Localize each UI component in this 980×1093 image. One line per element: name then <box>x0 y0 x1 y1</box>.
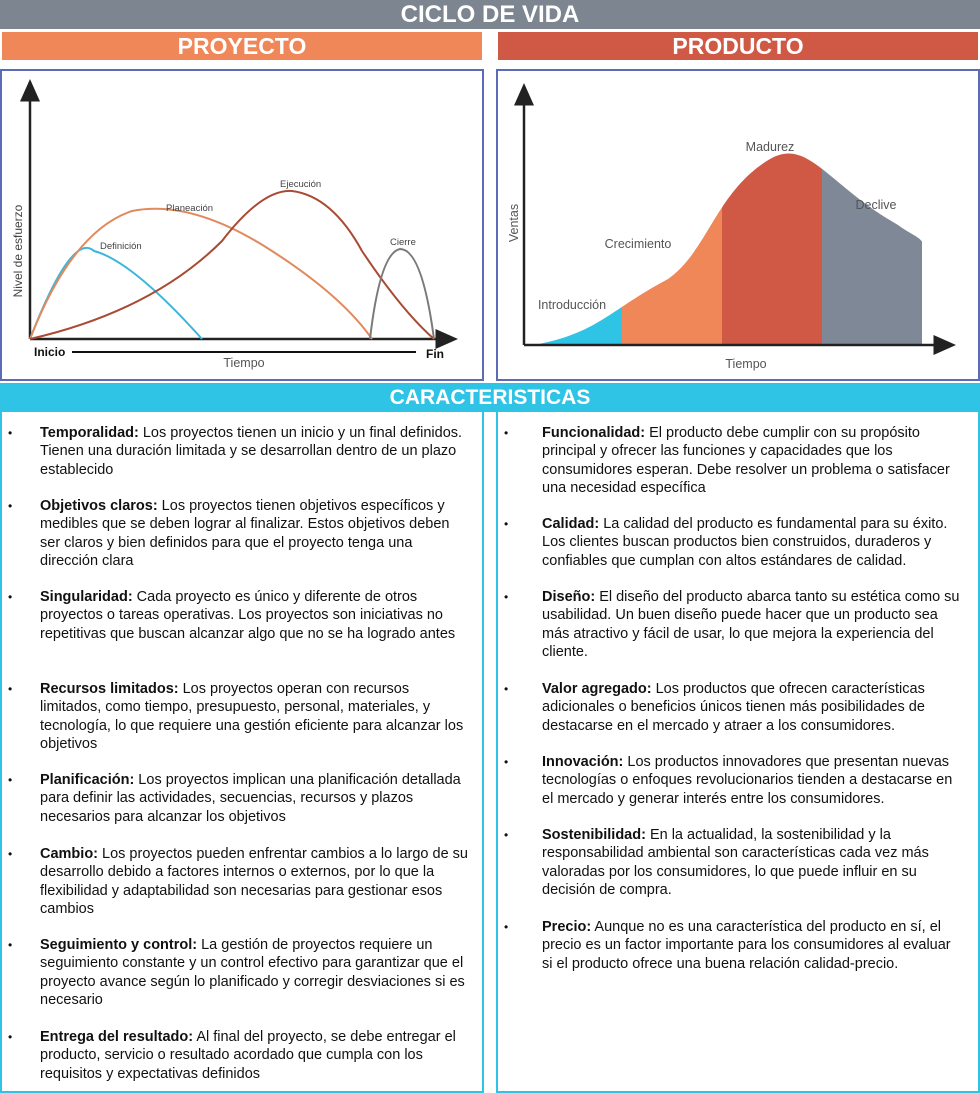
item-term: Funcionalidad: <box>542 425 646 441</box>
item-term: Seguimiento y control: <box>40 937 198 953</box>
stage-area-introduccion <box>528 111 622 351</box>
cierre-curve <box>370 249 434 339</box>
item-text: Al final del proyecto, se debe entregar el producto, servicio o resultado acordado que cumpla con los requisitos y expectativas definidos <box>40 1029 456 1082</box>
phase-label-ejecucion: Ejecución <box>280 179 322 190</box>
item-term: Innovación: <box>542 754 624 770</box>
project-lifecycle-chart <box>0 69 484 381</box>
definicion-curve <box>30 248 202 339</box>
phase-label-planeacion: Planeación <box>166 203 214 214</box>
item-text: El diseño del producto abarca tanto su estética como su usabilidad. Un buen diseño puede hacer que un producto sea más atractivo y fácil de usar, lo que mejora la experiencia del cliente. <box>542 589 960 660</box>
features-header: CARACTERISTICAS <box>0 383 980 412</box>
end-label: Fin <box>426 347 444 361</box>
item-text: Los productos innovadores que presentan nuevas tecnologías o enfoques revolucionarios tienden a destacarse en el mercado y generar interés entre los consumidores. <box>542 754 953 807</box>
x-axis-label: Tiempo <box>223 356 265 370</box>
item-text: Los proyectos operan con recursos limitados, como tiempo, presupuesto, personal, materiales, y tecnología, lo que requiere una gestión eficiente para alcanzar los objetivos <box>40 681 464 752</box>
item-text: Los productos que ofrecen características adicionales o beneficios únicos tienen más posibilidades de destacarse en el mercado y atraer a los consumidores. <box>542 681 925 734</box>
item-text: Los proyectos tienen un inicio y un final definidos. Tienen una duración limitada y se desarrollan dentro de un plazo establecido <box>40 425 463 478</box>
project-chart-svg <box>2 71 482 379</box>
item-text: Los proyectos tienen objetivos específicos y medibles que se deben lograr al finalizar. Estos objetivos deben ser claros y bien definidos para que el proyecto tenga una dirección clara <box>40 498 450 569</box>
item-text: Los proyectos pueden enfrentar cambios a lo largo de su desarrollo debido a factores internos o externos, por lo que la flexibilidad y adaptabilidad son necesarias para gestionar esos cambios <box>40 846 468 917</box>
item-term: Cambio: <box>40 846 98 862</box>
item-term: Precio: <box>542 919 592 935</box>
stage-label-crecimiento: Crecimiento <box>604 237 672 251</box>
item-text: Los proyectos implican una planificación detallada para definir las actividades, secuencias, recursos y plazos necesarios para alcanzar los objetivos <box>40 772 461 825</box>
start-label: Inicio <box>34 345 66 359</box>
planeacion-curve <box>30 209 372 339</box>
item-term: Planificación: <box>40 772 135 788</box>
item-term: Singularidad: <box>40 589 133 605</box>
stage-label-madurez: Madurez <box>745 140 795 154</box>
item-term: Diseño: <box>542 589 596 605</box>
product-lifecycle-chart <box>496 69 980 381</box>
stage-label-introduccion: Introducción <box>537 298 607 312</box>
product-chart-svg <box>498 71 978 379</box>
item-term: Recursos limitados: <box>40 681 179 697</box>
item-text: En la actualidad, la sostenibilidad y la responsabilidad ambiental son características cada vez más valoradas por los consumidores, lo que puede influir en su decisión de compra. <box>542 827 929 898</box>
item-text: La calidad del producto es fundamental para su éxito. Los clientes buscan productos bien construidos, duraderos y confiables que cumplan con altos estándares de calidad. <box>542 516 948 569</box>
project-features-panel: • Temporalidad: Los proyectos tienen un inicio y un final definidos. Tienen una duración limitada y se desarrollan dentro de un plazo establecido • Objetivos claros: Los proyectos tienen objetivos específicos y medibles que se deben lograr al finalizar. Estos objetivos deben ser claros y bien definidos para que el proyecto tenga una dirección clara • Singularidad: Cada proyecto es único y diferente de otros proyectos o tareas operativas. Los proyectos son iniciativas no repetitivas que buscan alcanzar algo que no se ha logrado antes • Recursos limitados: Los proyectos operan con recursos limitados, como tiempo, presupuesto, personal, materiales, y tecnología, lo que requiere una gestión eficiente para alcanzar los objetivos • Planificación: Los proyectos implican una planificación detallada para definir las actividades, secuencias, recursos y plazos necesarios para alcanzar los objetivos • Cambio: Los proyectos pueden enfrentar cambios a lo largo de su desarrollo debido a factores internos o externos, por lo que la flexibilidad y adaptabilidad son necesarias para gestionar esos cambios • Seguimiento y control: La gestión de proyectos requiere un seguimiento constante y un control efectivo para garantizar que el proyecto avance según lo planificado y corregir desviaciones si es necesario • Entrega del resultado: Al final del proyecto, se debe entregar el producto, servicio o resultado acordado que cumpla con los requisitos y expectativas definidos <box>0 412 484 1093</box>
page-title: CICLO DE VIDA <box>0 0 980 29</box>
item-text: La gestión de proyectos requiere un seguimiento constante y un control efectivo para garantizar que el proyecto avance según lo planificado y corregir desviaciones si es necesario <box>40 937 465 1008</box>
y-axis-label: Nivel de esfuerzo <box>11 204 25 298</box>
phase-label-cierre: Cierre <box>390 237 416 248</box>
item-term: Entrega del resultado: <box>40 1029 194 1045</box>
project-header: PROYECTO <box>2 32 482 60</box>
x-axis-label: Tiempo <box>725 357 767 371</box>
product-features-panel: • Funcionalidad: El producto debe cumplir con su propósito principal y ofrecer las funciones y capacidades que los consumidores esperan. Debe resolver un problema o satisfacer una necesidad específica • Calidad: La calidad del producto es fundamental para su éxito. Los clientes buscan productos bien construidos, duraderos y confiables que cumplan con altos estándares de calidad. • Diseño: El diseño del producto abarca tanto su estética como su usabilidad. Un buen diseño puede hacer que un producto sea más atractivo y fácil de usar, lo que mejora la experiencia del cliente. • Valor agregado: Los productos que ofrecen características adicionales o beneficios únicos tienen más posibilidades de destacarse en el mercado y atraer a los consumidores. • Innovación: Los productos innovadores que presentan nuevas tecnologías o enfoques revolucionarios tienden a destacarse en el mercado y generar interés entre los consumidores. • Sostenibilidad: En la actualidad, la sostenibilidad y la responsabilidad ambiental son características cada vez más valoradas por los consumidores, lo que puede influir en su decisión de compra. • Precio: Aunque no es una característica del producto en sí, el precio es un factor importante para los consumidores al evaluar si el producto ofrece una buena relación calidad-precio. <box>496 412 980 1093</box>
item-text: Aunque no es una característica del producto en sí, el precio es un factor importante para los consumidores al evaluar si el producto ofrece una buena relación calidad-precio. <box>542 919 951 972</box>
stage-area-declive <box>822 111 922 351</box>
item-term: Sostenibilidad: <box>542 827 646 843</box>
item-text: Cada proyecto es único y diferente de otros proyectos o tareas operativas. Los proyectos son iniciativas no repetitivas que buscan alcanzar algo que no se ha logrado antes <box>40 589 456 642</box>
y-axis-label: Ventas <box>507 203 521 243</box>
product-header: PRODUCTO <box>498 32 978 60</box>
item-text: El producto debe cumplir con su propósito principal y ofrecer las funciones y capacidades que los consumidores esperan. Debe resolver un problema o satisfacer una necesidad específica <box>542 425 950 496</box>
stage-label-declive: Declive <box>855 198 897 212</box>
item-term: Valor agregado: <box>542 681 652 697</box>
phase-label-definicion: Definición <box>100 241 142 252</box>
item-term: Objetivos claros: <box>40 498 158 514</box>
item-term: Temporalidad: <box>40 425 139 441</box>
item-term: Calidad: <box>542 516 600 532</box>
stage-area-crecimiento <box>622 111 722 351</box>
